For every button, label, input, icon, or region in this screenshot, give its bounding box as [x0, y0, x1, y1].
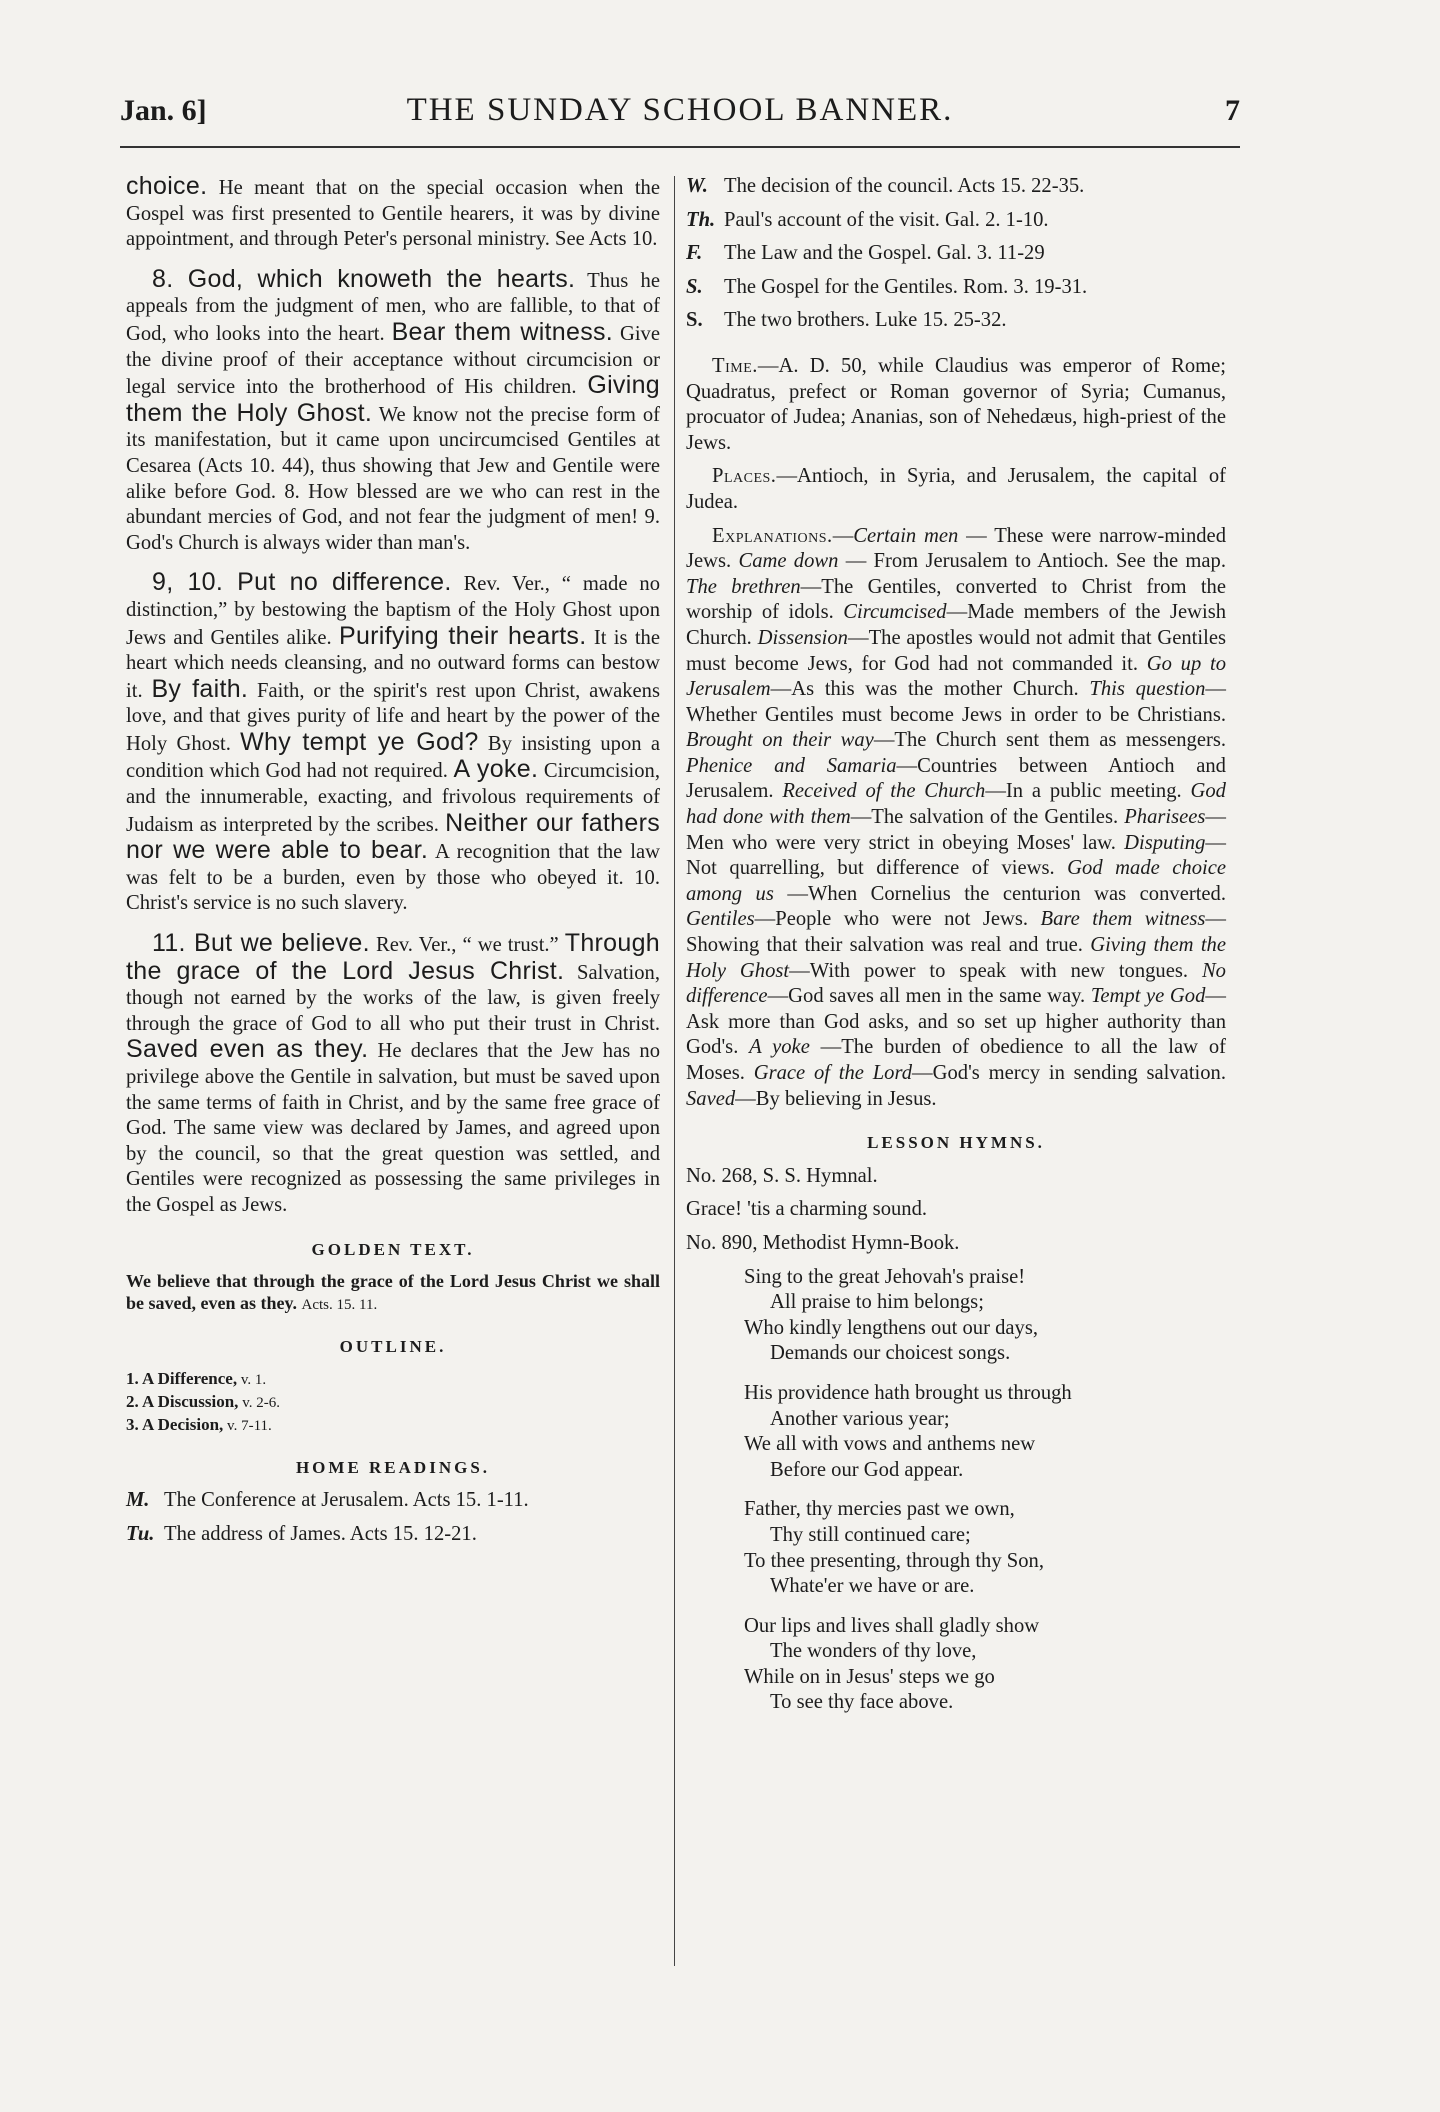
hymn-line: All praise to him belongs; [770, 1291, 984, 1314]
lead-phrase: Giving them the Holy Ghost. [126, 371, 660, 427]
places-label: Places. [712, 465, 777, 488]
explanation-text: —As this was the mother Church. [770, 678, 1090, 701]
explanation-text: —With power to speak with new tongues. [789, 959, 1202, 982]
explanation-text: —God saves all men in the same way. [767, 985, 1091, 1008]
paragraph-text: Rev. Ver., “ made no distinction,” by bestowing the baptism of the Holy Ghost upon Jews and Gentiles alike. [126, 573, 660, 649]
reading-day: F. [686, 242, 703, 265]
paragraph-text: Give the divine proof of their acceptance without circumcision or legal service into the brotherhood of His children. [126, 322, 660, 399]
explanation-term: Giving them the Holy Ghost [686, 934, 1226, 982]
explanation-term: No difference [686, 959, 1226, 1008]
explanation-text: —Men who were very strict in obeying Moses' law. [686, 806, 1227, 854]
outline-item [126, 1414, 660, 1437]
hymn-line: Another various year; [770, 1407, 950, 1430]
reading-item [126, 1522, 660, 1548]
reading-item [686, 208, 1226, 234]
outline-item [126, 1368, 660, 1391]
explanation-text: — From Jerusalem to Antioch. See the map. [838, 550, 1226, 573]
golden-text [126, 1270, 660, 1316]
lead-phrase: Why tempt ye God? [240, 727, 479, 756]
right-column [686, 174, 1226, 1730]
paragraph-time [686, 354, 1226, 456]
reading-text: The decision of the council. Acts 15. 22-35. [724, 175, 1085, 197]
reading-day: M. [126, 1489, 150, 1512]
explanation-text: —When Cornelius the centurion was converted. [773, 882, 1226, 905]
hymn-first-line: Grace! 'tis a charming sound. [686, 1198, 928, 1221]
paragraph-text: By insisting upon a condition which God had not required. [126, 732, 660, 783]
lead-phrase: Saved even as they. [126, 1035, 369, 1064]
explanation-text: —The burden of obedience to all the law of Moses. [686, 1036, 1226, 1084]
paragraph-text: We know not the precise form of its manifestation, but it came upon uncircumcised Gentiles at Cesarea (Acts 10. 44), thus showing that Jew and Gentile were alike before God. 8. How blessed are we who can rest in the abundant mercies of God, and not fear the judgment of men! 9. God's Church is always wider than man's. [126, 403, 660, 554]
issue-date: Jan. 6] [120, 94, 207, 127]
page-header [120, 88, 1240, 138]
explanation-term: Dissension [757, 626, 848, 649]
lead-phrase: A yoke. [453, 755, 539, 784]
lead-phrase: 9, 10. Put no difference. [152, 568, 452, 597]
hymn-line: Before our God appear. [770, 1458, 964, 1481]
paragraph-explanations [686, 524, 1226, 1113]
explanation-text: — These were narrow-minded Jews. [686, 524, 1226, 573]
explanation-text: —Made members of the Jewish Church. [686, 601, 1227, 649]
reading-text: The Conference at Jerusalem. Acts 15. 1-11. [164, 1489, 529, 1512]
hymn-verses [686, 1265, 1226, 1717]
spacer [686, 342, 1226, 354]
explanation-term: Circumcised [843, 601, 947, 624]
reading-item [126, 1488, 660, 1514]
outline-item-title: 3. A Decision, [126, 1414, 224, 1434]
time-label: Time. [712, 354, 758, 377]
reading-day: Tu. [126, 1522, 155, 1545]
hymn-line: Father, thy mercies past we own, [744, 1498, 1015, 1521]
reading-day: S. [686, 309, 703, 332]
explanation-text: —Not quarrelling, but difference of views. [686, 831, 1226, 880]
hymn-line: We all with vows and anthems new [744, 1433, 1036, 1456]
paragraph-text: Thus he appeals from the judgment of men, who are fallible, to that of God, who looks into the heart. [126, 269, 660, 345]
lead-phrase: choice. [126, 172, 208, 200]
publication-title: THE SUNDAY SCHOOL BANNER. [406, 92, 954, 128]
hymn-line: Demands our choicest songs. [770, 1342, 1011, 1365]
explanation-term: Gentiles [686, 908, 755, 931]
page-number: 7 [1225, 94, 1240, 127]
reading-text: The Gospel for the Gentiles. Rom. 3. 19-31. [724, 275, 1088, 298]
reading-item [686, 275, 1226, 301]
hymn-number: No. 268, S. S. Hymnal. [686, 1164, 878, 1187]
explanation-text: —The Gentiles, converted to Christ from the worship of idols. [686, 575, 1226, 624]
explanation-text: —Ask more than God asks, and so set up higher authority than God's. [686, 985, 1226, 1059]
hymn-line: Sing to the great Jehovah's praise! [744, 1265, 1026, 1288]
explanation-text: —The apostles would not admit that Gentiles must become Jews, for God had not commanded it. [686, 626, 1227, 675]
explanation-term: Came down [738, 550, 839, 573]
hymn-line: To see thy face above. [770, 1691, 954, 1714]
explanation-text: —Countries between Antioch and Jerusalem. [686, 754, 1226, 803]
explanation-term: Go up to Jerusalem [686, 652, 1226, 701]
reading-text: Paul's account of the visit. Gal. 2. 1-10. [724, 208, 1049, 231]
golden-text-heading: GOLDEN TEXT. [311, 1239, 475, 1259]
explanation-term: Bare them witness [1040, 908, 1206, 931]
explanation-text: —The salvation of the Gentiles. [850, 806, 1125, 829]
outline-item [126, 1391, 660, 1414]
header-rule [120, 146, 1240, 148]
column-divider [674, 176, 675, 1966]
explanation-term: Saved [686, 1087, 736, 1110]
explanation-term: This question [1089, 678, 1206, 701]
paragraph-verse-9-10 [126, 570, 660, 917]
paragraph-text: —Antioch, in Syria, and Jerusalem, the capital of Judea. [686, 465, 1226, 513]
reading-text: The address of James. Acts 15. 12-21. [164, 1522, 477, 1545]
explanation-text: —God's mercy in sending salvation. [912, 1062, 1226, 1084]
paragraph-text: Circumcision, and the innumerable, exacting, and frivolous requirements of Judaism as interpreted by the scribes. [126, 760, 660, 836]
paragraph-text: He meant that on the special occasion when the Gospel was first presented to Gentile hearers, it was by divine appointment, and through Peter's personal ministry. See Acts 10. [126, 177, 660, 251]
explanation-term: Tempt ye God [1090, 985, 1206, 1008]
explanation-text: —Whether Gentiles must become Jews in order to be Christians. [686, 678, 1226, 726]
hymn-line: Who kindly lengthens out our days, [744, 1316, 1038, 1339]
explanation-term: A yoke [749, 1036, 810, 1059]
explanation-text: —People who were not Jews. [754, 908, 1041, 931]
explanation-term: Pharisees [1124, 806, 1206, 829]
outline-item-title: 2. A Discussion, [126, 1391, 239, 1411]
explanation-term: Phenice and Samaria [686, 754, 897, 777]
reading-text: The two brothers. Luke 15. 25-32. [724, 309, 1007, 332]
paragraph-text: Faith, or the spirit's rest upon Christ, awakens love, and that gives purity of life and heart by the power of the Holy Ghost. [126, 679, 660, 755]
explanation-text: —In a public meeting. [985, 780, 1191, 803]
paragraph-text: —A. D. 50, while Claudius was emperor of Rome; Quadratus, prefect or Roman governor of Syria; Cumanus, procuator of Judea; Ananias, son of Nehedæus, high-priest of the Jews. [686, 354, 1226, 454]
outline-heading: OUTLINE. [339, 1337, 447, 1357]
hymn-line: Whate'er we have or are. [770, 1575, 975, 1598]
explanation-text: —The Church sent them as messengers. [873, 729, 1226, 752]
explanation-term: Certain men [853, 524, 959, 547]
lead-phrase: Neither our fathers nor we were able to bear. [126, 808, 661, 865]
lead-phrase: 8. God, which knoweth the hearts. [152, 264, 576, 293]
outline-item-verses: v. 1. [237, 1371, 267, 1388]
hymn-line: The wonders of thy love, [770, 1640, 977, 1663]
paragraph-choice [126, 174, 660, 253]
paragraph-verse-8 [126, 264, 660, 557]
lead-phrase: Purifying their hearts. [338, 621, 587, 650]
explanation-term: God had done with them [686, 780, 1226, 829]
lead-phrase: Bear them witness. [391, 317, 614, 346]
reading-day: S. [686, 275, 703, 298]
explanation-text: — [832, 524, 854, 547]
outline-item-title: 1. A Difference, [126, 1368, 238, 1388]
lead-phrase: 11. But we believe. [152, 929, 370, 958]
paragraph-text: Salvation, though not earned by the works of the law, is given freely through the grace of God to all who put their trust in Christ. [126, 961, 660, 1035]
golden-text-reference: Acts. 15. 11. [301, 1297, 378, 1314]
explanation-term: Grace of the Lord [753, 1062, 913, 1084]
lesson-hymns-heading: LESSON HYMNS. [867, 1133, 1045, 1153]
lead-phrase: By faith. [151, 674, 249, 703]
hymn-line: Thy still continued care; [770, 1523, 971, 1546]
outline-list [126, 1368, 660, 1437]
explanation-term: Brought on their way [686, 729, 874, 752]
outline-item-verses: v. 7-11. [223, 1417, 272, 1434]
hymn-line: To thee presenting, through thy Son, [744, 1549, 1044, 1572]
hymn-number: No. 890, Methodist Hymn-Book. [686, 1231, 960, 1254]
reading-day: W. [686, 175, 708, 197]
hymn-line: His providence hath brought us through [744, 1381, 1072, 1404]
paragraph-places [686, 464, 1226, 515]
explanation-term: The brethren [686, 575, 801, 598]
reading-item [686, 308, 1226, 334]
hymn-verse [686, 1381, 1226, 1483]
outline-item-verses: v. 2-6. [238, 1394, 280, 1411]
hymn-verse [686, 1265, 1226, 1367]
paragraph-text: A recognition that the law was felt to be a burden, even by those who obeyed it. 10. Christ's service is no such slavery. [126, 841, 660, 915]
paragraph-verse-11 [126, 931, 660, 1219]
explanations-label: Explanations. [712, 524, 833, 547]
golden-text-body: We believe that through the grace of the Lord Jesus Christ we shall be saved, even as they. [126, 1271, 660, 1314]
explanation-term: Disputing [1124, 831, 1206, 854]
lead-phrase: Through the grace of the Lord Jesus Christ. [126, 929, 660, 985]
explanation-term: Received of the Church [782, 780, 986, 803]
paragraph-text: He declares that the Jew has no privilege above the Gentile in salvation, but must be saved upon the same terms of faith in Christ, and by the same free grace of God. The same view was declared by James, and agreed upon by the council, so that the great question was settled, and Gentiles were recognized as possessing the same privileges in the Gospel as Jews. [126, 1040, 660, 1216]
explanation-text: —Showing that their salvation was real and true. [686, 908, 1226, 957]
hymn-verse [686, 1497, 1226, 1599]
explanation-text: —By believing in Jesus. [735, 1087, 937, 1110]
hymn-line: While on in Jesus' steps we go [744, 1665, 995, 1688]
explanation-term: God made choice among us [686, 857, 1226, 905]
hymn-verse [686, 1614, 1226, 1716]
hymn-line: Our lips and lives shall gladly show [744, 1614, 1040, 1637]
paragraph-text: It is the heart which needs cleansing, and no outward forms can bestow it. [126, 626, 660, 702]
reading-text: The Law and the Gospel. Gal. 3. 11-29 [724, 242, 1045, 265]
left-column [126, 174, 660, 1556]
reading-day: Th. [686, 208, 716, 231]
reading-item [686, 174, 1226, 200]
home-readings-heading: HOME READINGS. [295, 1457, 491, 1477]
paragraph-text: Rev. Ver., “ we trust.” [369, 934, 565, 957]
reading-item [686, 241, 1226, 267]
